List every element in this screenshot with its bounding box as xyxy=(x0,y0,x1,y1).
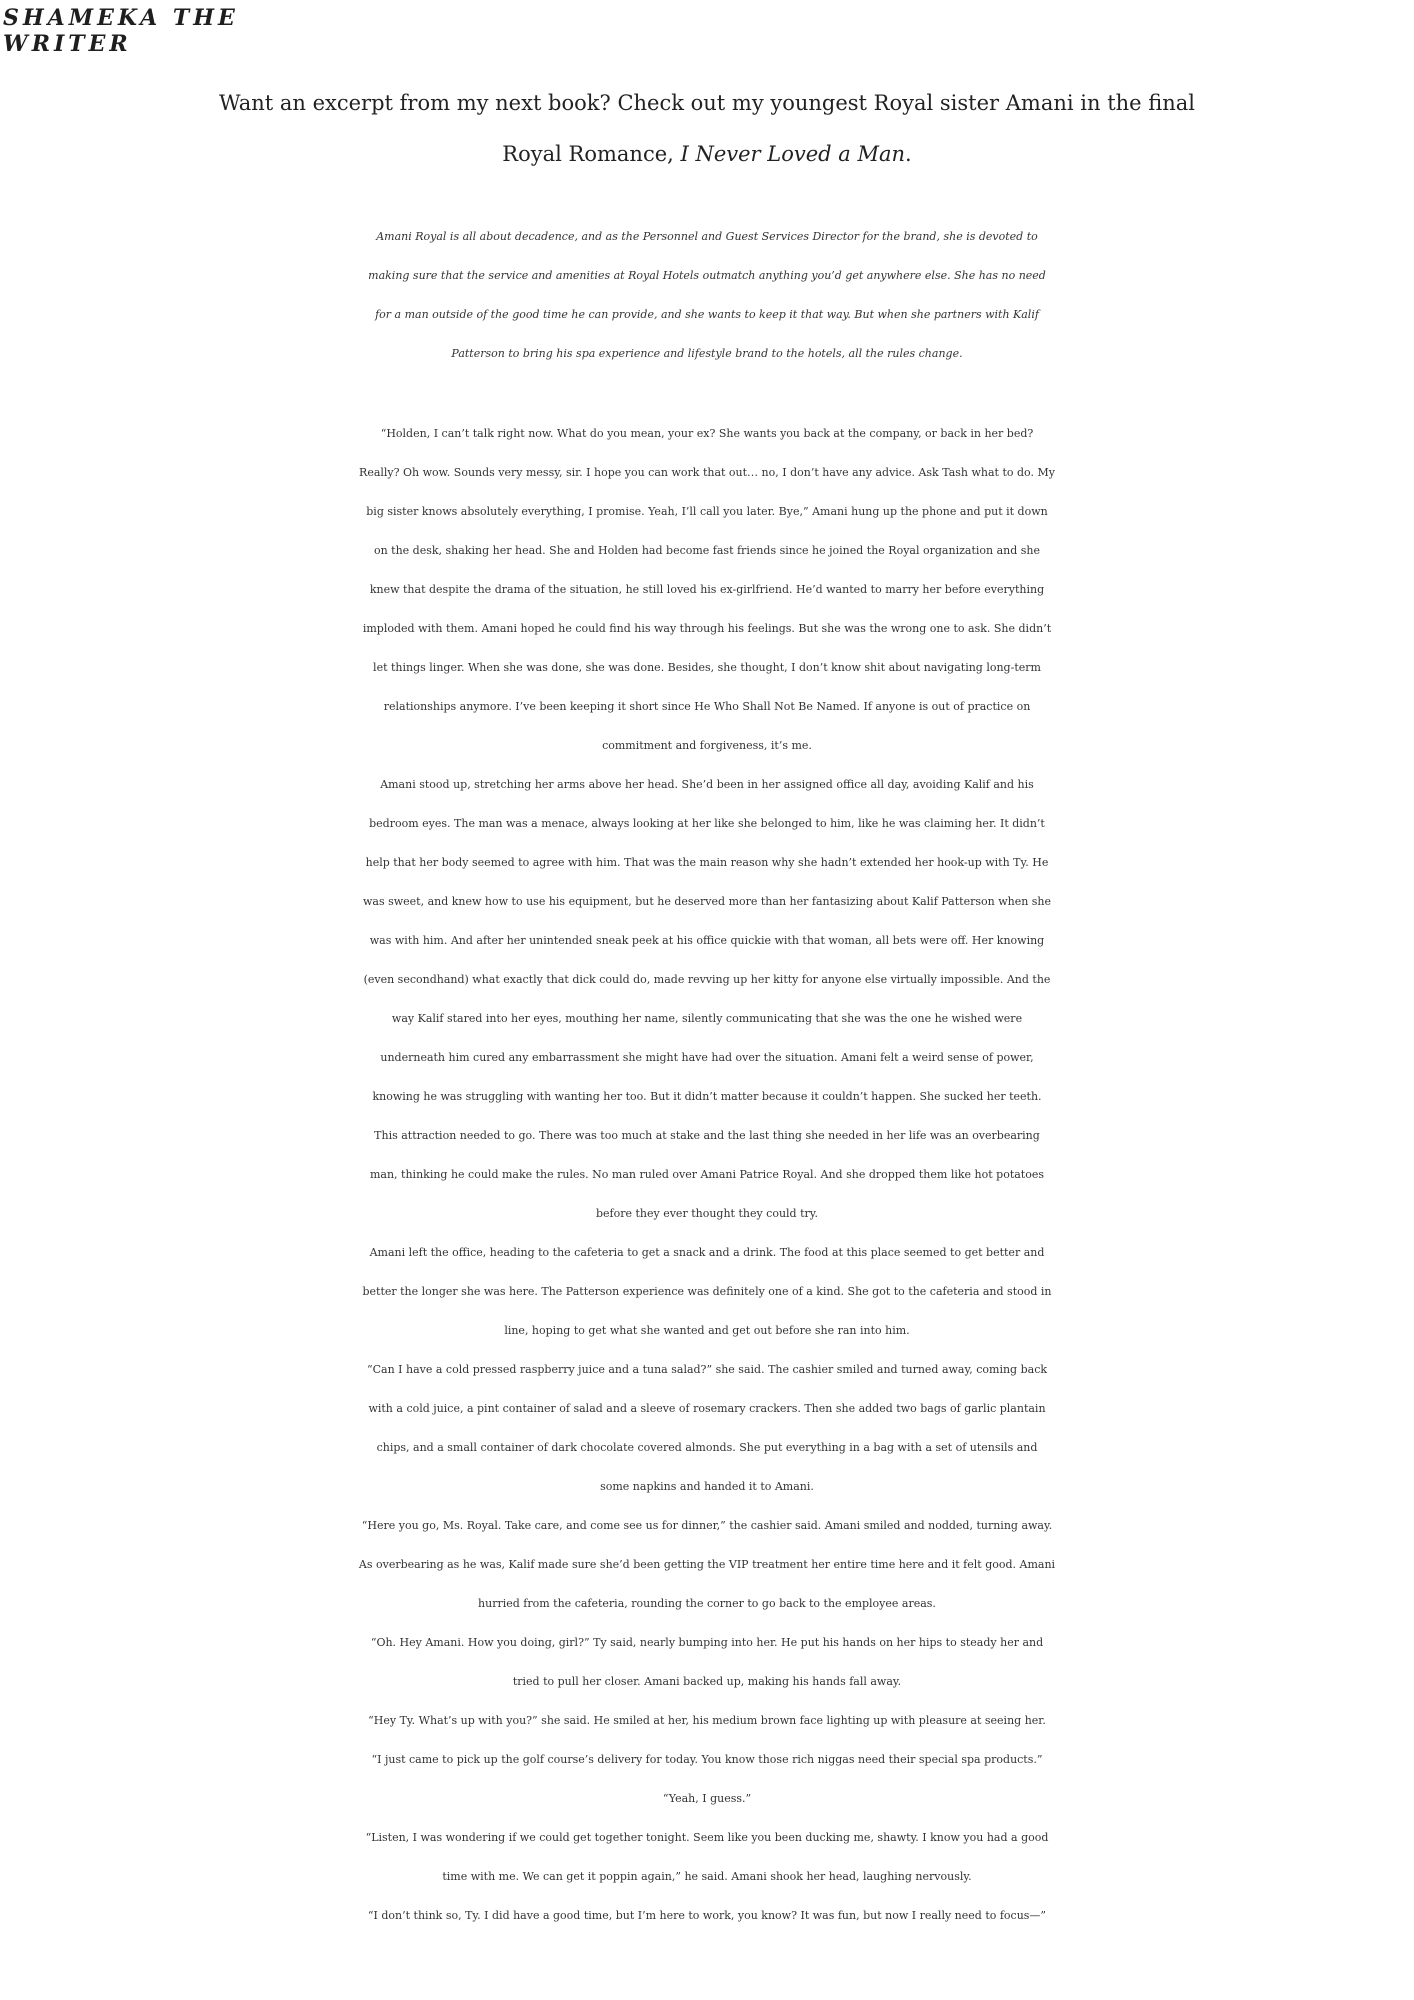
story-line: bedroom eyes. The man was a menace, always looking at her like she belonged to him, like he was claiming her. It didn’t xyxy=(369,817,1045,830)
story-line: “I just came to pick up the golf course’s delivery for today. You know those rich niggas need their special spa products.” xyxy=(371,1753,1043,1766)
story-line: big sister knows absolutely everything, I promise. Yeah, I’ll call you later. Bye,” Amani hung up the phone and put it down xyxy=(366,505,1048,518)
headline-line-2 xyxy=(0,129,1414,180)
story-line: (even secondhand) what exactly that dick could do, made revving up her kitty for anyone else virtually impossible. And the xyxy=(363,973,1051,986)
brand-logo-text xyxy=(3,5,239,57)
story-line: Amani left the office, heading to the cafeteria to get a snack and a drink. The food at this place seemed to get better and xyxy=(369,1246,1045,1259)
brand-line-1: SHAMEKA THE xyxy=(3,5,239,31)
story-line: “Yeah, I guess.” xyxy=(662,1792,752,1805)
story-line: Amani stood up, stretching her arms above her head. She’d been in her assigned office all day, avoiding Kalif and his xyxy=(380,778,1034,791)
story-line: “Listen, I was wondering if we could get together tonight. Seem like you been ducking me, shawty. I know you had a good xyxy=(365,1831,1049,1844)
headline-text: Royal Romance, xyxy=(502,142,681,166)
book-title: I Never Loved a Man xyxy=(680,142,906,166)
blurb-line: Amani Royal is all about decadence, and as the Personnel and Guest Services Director for the brand, she is devoted to xyxy=(376,230,1038,243)
story-line: some napkins and handed it to Amani. xyxy=(600,1480,814,1493)
story-line: before they ever thought they could try. xyxy=(595,1207,819,1220)
headline-period: . xyxy=(905,142,912,166)
blurb-line: Patterson to bring his spa experience and lifestyle brand to the hotels, all the rules change. xyxy=(451,347,963,360)
story-line: “Holden, I can’t talk right now. What do you mean, your ex? She wants you back at the company, or back in her bed? xyxy=(380,427,1034,440)
story-line: hurried from the cafeteria, rounding the corner to go back to the employee areas. xyxy=(478,1597,936,1610)
story-line: tried to pull her closer. Amani backed up, making his hands fall away. xyxy=(512,1675,902,1688)
story-line: man, thinking he could make the rules. No man ruled over Amani Patrice Royal. And she dropped them like hot potatoes xyxy=(369,1168,1045,1181)
story-line: relationships anymore. I’ve been keeping it short since He Who Shall Not Be Named. If anyone is out of practice on xyxy=(383,700,1031,713)
story-line: “Can I have a cold pressed raspberry juice and a tuna salad?” she said. The cashier smiled and turned away, coming back xyxy=(366,1363,1048,1376)
story-line: As overbearing as he was, Kalif made sure she’d been getting the VIP treatment her entire time here and it felt good. Amani xyxy=(358,1558,1056,1571)
story-line: This attraction needed to go. There was too much at stake and the last thing she needed in her life was an overbearing xyxy=(374,1129,1040,1142)
story-line: imploded with them. Amani hoped he could find his way through his feelings. But she was the wrong one to ask. She didn’t xyxy=(362,622,1052,635)
story-line: Really? Oh wow. Sounds very messy, sir. I hope you can work that out… no, I don’t have any advice. Ask Tash what to do. My xyxy=(359,466,1055,479)
brand-line-2: WRITER xyxy=(3,31,132,57)
story-line: was sweet, and knew how to use his equipment, but he deserved more than her fantasizing about Kalif Patterson when she xyxy=(362,895,1052,908)
story-line: “Hey Ty. What’s up with you?” she said. He smiled at her, his medium brown face lighting up with pleasure at seeing her. xyxy=(368,1714,1046,1727)
story-line: line, hoping to get what she wanted and get out before she ran into him. xyxy=(504,1324,910,1337)
story-line: was with him. And after her unintended sneak peek at his office quickie with that woman, all bets were off. Her knowing xyxy=(369,934,1045,947)
story-line: “Here you go, Ms. Royal. Take care, and come see us for dinner,” the cashier said. Amani smiled and nodded, turning away. xyxy=(361,1519,1053,1532)
story-line: chips, and a small container of dark chocolate covered almonds. She put everything in a bag with a set of utensils and xyxy=(376,1441,1038,1454)
story-line: knew that despite the drama of the situation, he still loved his ex-girlfriend. He’d wanted to marry her before everything xyxy=(369,583,1045,596)
story-line: commitment and forgiveness, it’s me. xyxy=(602,739,812,752)
headline xyxy=(0,78,1414,180)
story-line: “I don’t think so, Ty. I did have a good time, but I’m here to work, you know? It was fun, but now I really need to focus—” xyxy=(367,1909,1047,1922)
story-line: knowing he was struggling with wanting her too. But it didn’t matter because it couldn’t happen. She sucked her teeth. xyxy=(372,1090,1042,1103)
story-line: with a cold juice, a pint container of salad and a sleeve of rosemary crackers. Then she added two bags of garlic plantain xyxy=(368,1402,1046,1415)
headline-line-1: Want an excerpt from my next book? Check out my youngest Royal sister Amani in the final xyxy=(218,91,1196,115)
story-line: help that her body seemed to agree with him. That was the main reason why she hadn’t extended her hook-up with Ty. He xyxy=(365,856,1049,869)
story-line: better the longer she was here. The Patterson experience was definitely one of a kind. She got to the cafeteria and stood in xyxy=(362,1285,1052,1298)
blurb-line: for a man outside of the good time he can provide, and she wants to keep it that way. But when she partners with Kalif xyxy=(375,308,1039,321)
book-blurb xyxy=(0,217,1414,373)
story-line: “Oh. Hey Amani. How you doing, girl?” Ty said, nearly bumping into her. He put his hands on her hips to steady her and xyxy=(370,1636,1044,1649)
story-excerpt xyxy=(0,414,1414,1935)
story-line: underneath him cured any embarrassment she might have had over the situation. Amani felt a weird sense of power, xyxy=(380,1051,1034,1064)
story-line: let things linger. When she was done, she was done. Besides, she thought, I don’t know shit about navigating long-term xyxy=(373,661,1041,674)
story-line: time with me. We can get it poppin again,” he said. Amani shook her head, laughing nervously. xyxy=(442,1870,972,1883)
blurb-line: making sure that the service and amenities at Royal Hotels outmatch anything you’d get anywhere else. She has no need xyxy=(368,269,1046,282)
story-line: on the desk, shaking her head. She and Holden had become fast friends since he joined the Royal organization and she xyxy=(373,544,1041,557)
story-line: way Kalif stared into her eyes, mouthing her name, silently communicating that she was the one he wished were xyxy=(391,1012,1023,1025)
